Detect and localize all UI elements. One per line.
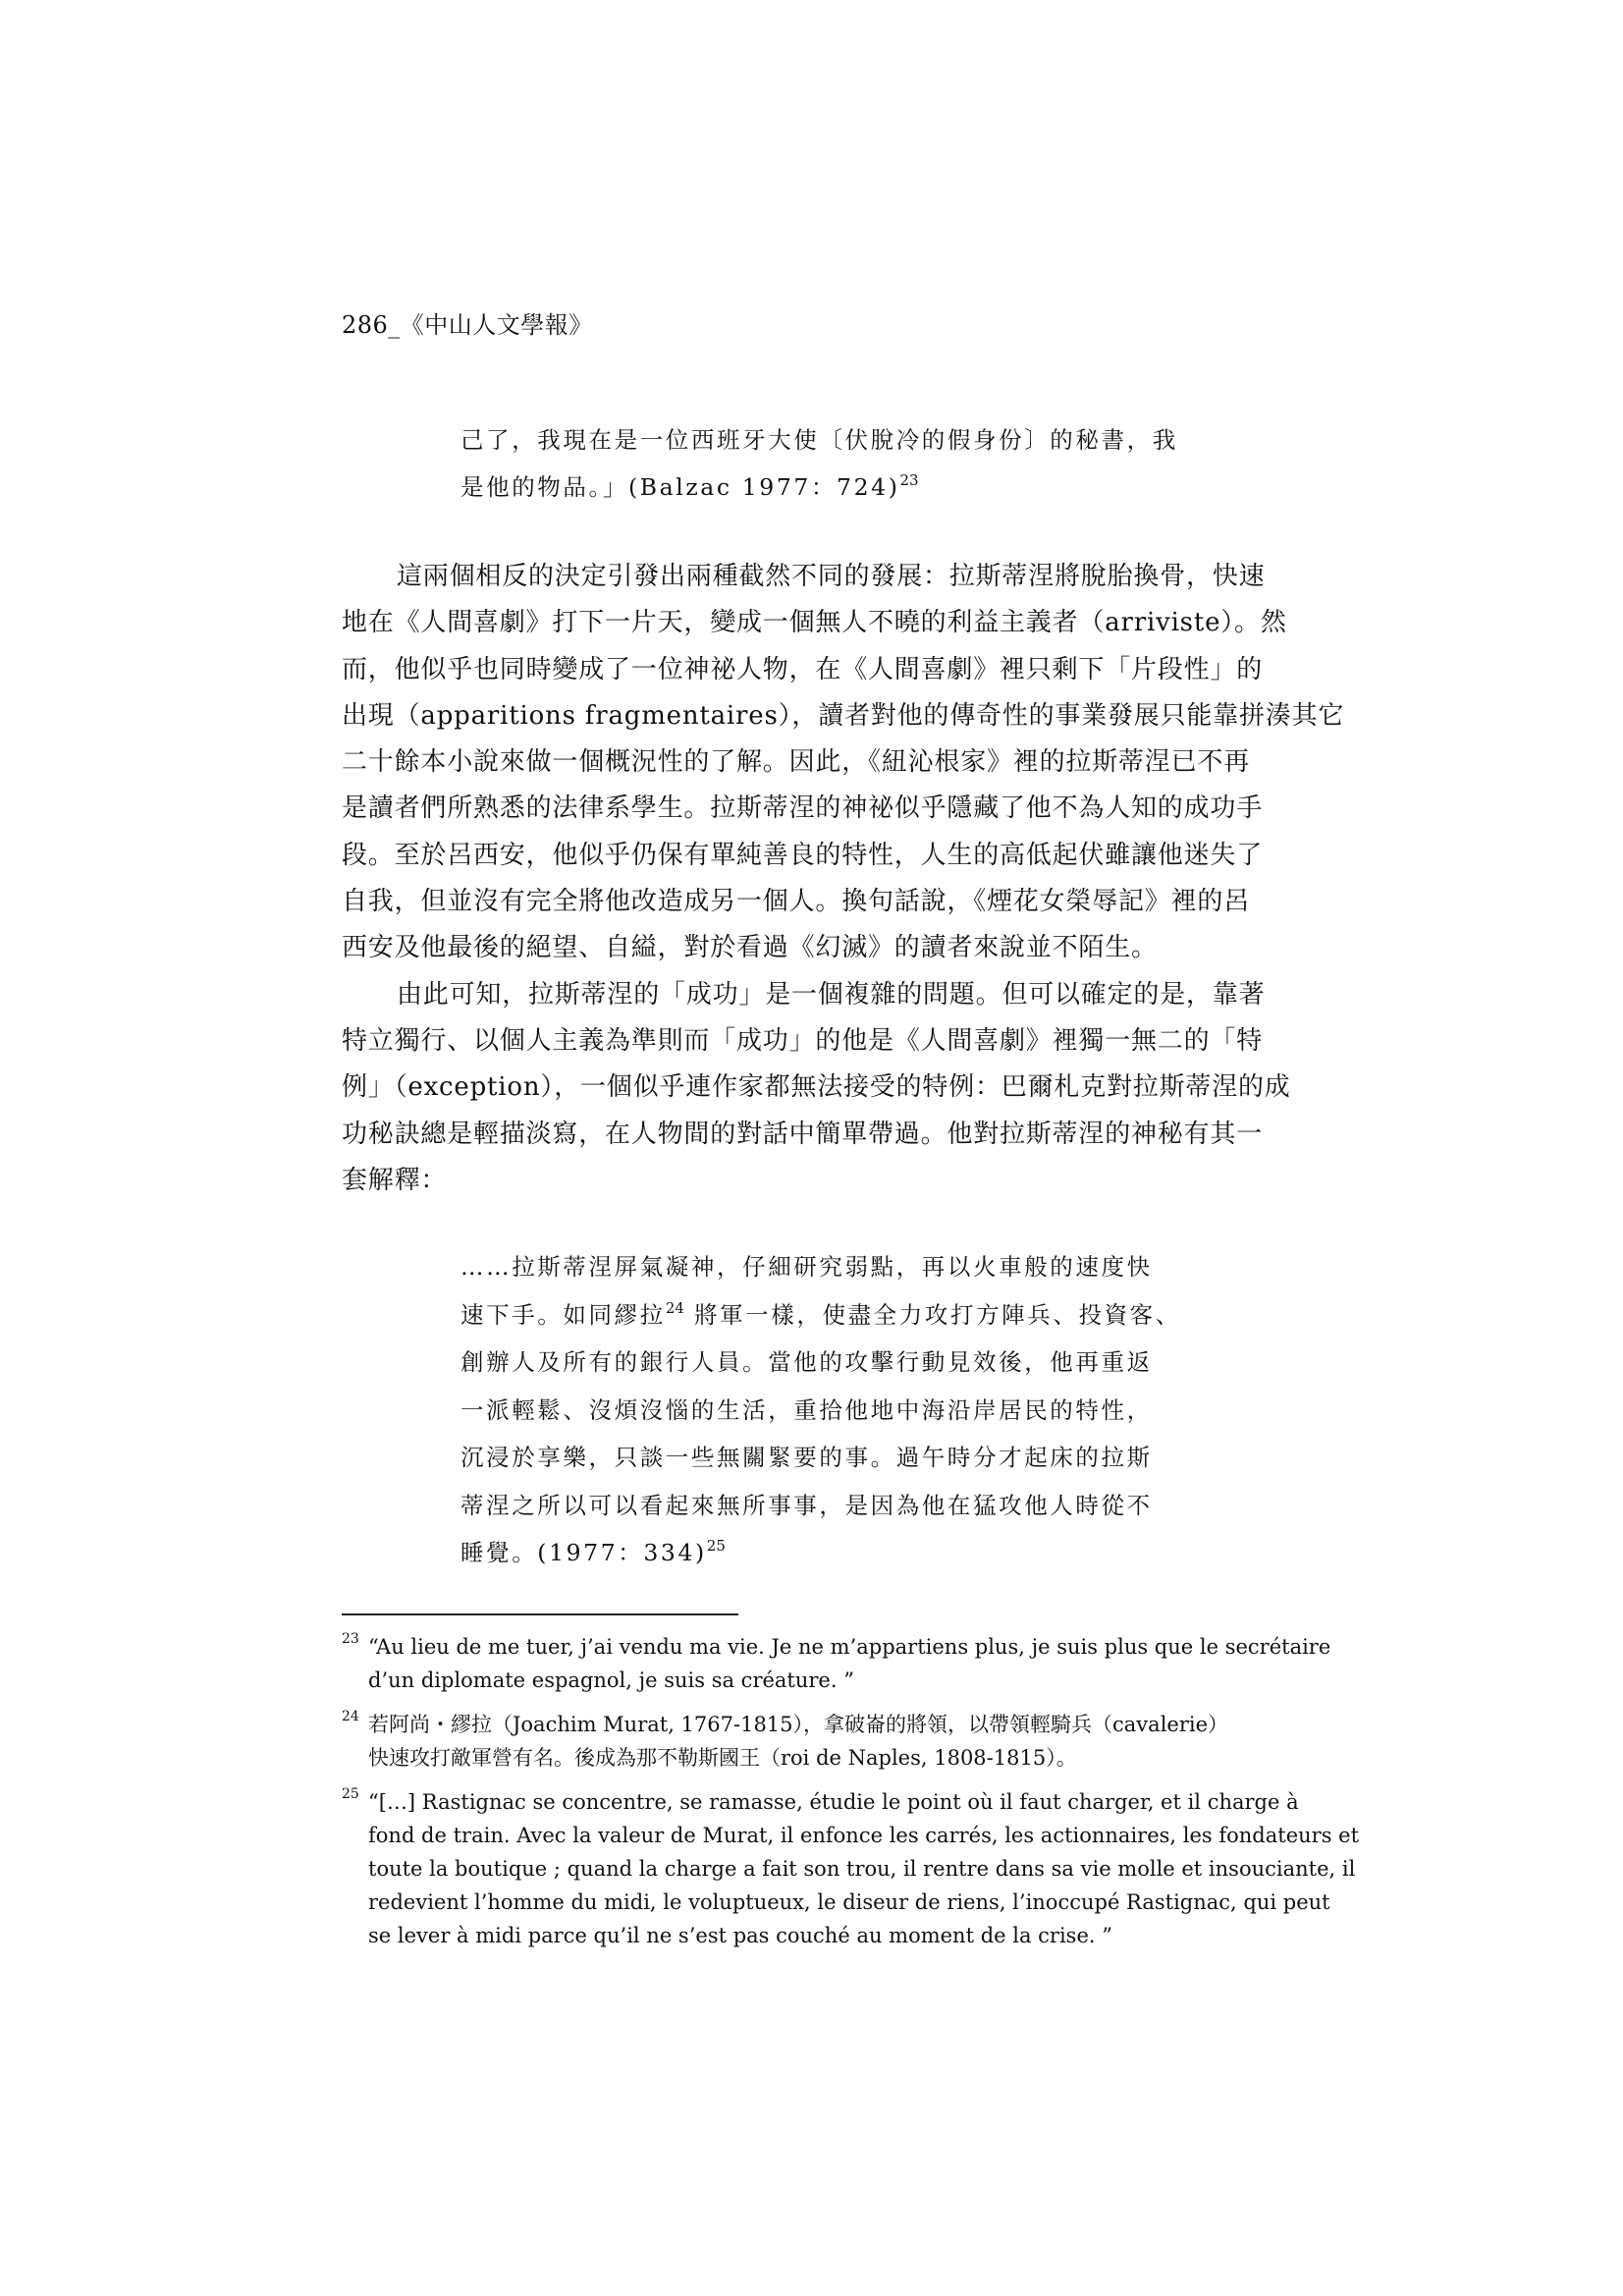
block-quote-top xyxy=(460,416,1226,511)
quote-text: 速下手。如同繆拉 xyxy=(460,1300,666,1329)
footnote-24 xyxy=(342,1708,1292,1775)
paragraph-line: 套解釋： xyxy=(342,1165,448,1195)
quote-line: 沉浸於享樂，只談一些無關緊要的事。過午時分才起床的拉斯 xyxy=(460,1444,1153,1471)
footnote-23 xyxy=(342,1630,1331,1697)
footnote-ref-23[interactable]: 23 xyxy=(899,471,919,489)
paragraph-line: 特立獨行、以個人主義為準則而「成功」的他是《人間喜劇》裡獨一無二的「特 xyxy=(342,1025,1264,1056)
footnote-ref-24[interactable]: 24 xyxy=(665,1298,684,1317)
quote-line xyxy=(460,1291,1226,1339)
quote-text: 是他的物品。」(Balzac 1977：724) xyxy=(460,473,900,501)
quote-text: 將軍一樣，使盡全力攻打方陣兵、投資客、 xyxy=(683,1300,1181,1329)
footnote-rule xyxy=(342,1613,738,1615)
body-text xyxy=(342,554,1345,1204)
quote-line: 蒂涅之所以可以看起來無所事事，是因為他在猛攻他人時從不 xyxy=(460,1491,1153,1519)
footnote-text: 若阿尚・繆拉（Joachim Murat, 1767-1815），拿破崙的將領，以帶領輕騎兵（cavalerie） xyxy=(368,1713,1229,1736)
paragraph-line: 二十餘本小說來做一個概況性的了解。因此，《紐沁根家》裡的拉斯蒂涅已不再 xyxy=(342,747,1251,778)
footnote-line: 快速攻打敵軍營有名。後成為那不勒斯國王（roi de Naples, 1808-1815）。 xyxy=(368,1746,1077,1770)
quote-line: ……拉斯蒂涅屏氣凝神，仔細研究弱點，再以火車般的速度快 xyxy=(460,1253,1153,1281)
footnote-line: se lever à midi parce qu’il ne s’est pas couché au moment de la crise. ” xyxy=(368,1924,1112,1947)
paragraph-line: 出現（apparitions fragmentaires），讀者對他的傳奇性的事業發展只能靠拼湊其它 xyxy=(342,700,1345,731)
paragraph-line: 功秘訣總是輕描淡寫，在人物間的對話中簡單帶過。他對拉斯蒂涅的神秘有其一 xyxy=(342,1119,1264,1149)
footnote-number: 25 xyxy=(342,1786,359,1802)
quote-text: 睡覺。(1977：334) xyxy=(460,1539,707,1566)
footnotes xyxy=(342,1630,1360,1963)
paragraph-line: 地在《人間喜劇》打下一片天，變成一個無人不曉的利益主義者（arriviste）。然 xyxy=(342,608,1287,638)
quote-line: 己了，我現在是一位西班牙大使〔伏脫冷的假身份〕的秘書，我 xyxy=(460,426,1178,454)
footnote-line xyxy=(342,1708,1292,1741)
quote-line xyxy=(460,464,1226,511)
quote-line: 一派輕鬆、沒煩沒惱的生活，重拾他地中海沿岸居民的特性， xyxy=(460,1395,1153,1424)
footnote-line: fond de train. Avec la valeur de Murat, il enfonce les carrés, les actionnaires, les fondateurs et xyxy=(368,1824,1360,1847)
footnote-line xyxy=(342,1785,1299,1819)
paragraph-line: 段。至於呂西安，他似乎仍保有單純善良的特性，人生的高低起伏雖讓他迷失了 xyxy=(342,840,1264,870)
paragraph-line: 例」（exception），一個似乎連作家都無法接受的特例：巴爾札克對拉斯蒂涅的成 xyxy=(342,1072,1291,1103)
footnote-text: “Au lieu de me tuer, j’ai vendu ma vie. Je ne m’appartiens plus, je suis plus que le secrétaire xyxy=(368,1635,1331,1659)
footnote-line: d’un diplomate espagnol, je suis sa créature. ” xyxy=(368,1668,854,1692)
running-head: 286_《中山人文學報》 xyxy=(342,311,593,339)
quote-line: 創辦人及所有的銀行人員。當他的攻擊行動見效後，他再重返 xyxy=(460,1348,1153,1376)
paragraph-line: 自我，但並沒有完全將他改造成另一個人。換句話說，《煙花女榮辱記》裡的呂 xyxy=(342,887,1251,917)
footnote-number: 23 xyxy=(342,1631,359,1647)
block-quote-mid xyxy=(460,1243,1226,1577)
paragraph-line: 而，他似乎也同時變成了一位神祕人物，在《人間喜劇》裡只剩下「片段性」的 xyxy=(342,654,1264,684)
footnote-25 xyxy=(342,1785,1360,1952)
footnote-number: 24 xyxy=(342,1709,359,1724)
paragraph-line: 這兩個相反的決定引發出兩種截然不同的發展：拉斯蒂涅將脫胎換骨，快速 xyxy=(397,562,1266,591)
footnote-text: “[…] Rastignac se concentre, se ramasse, étudie le point où il faut charger, et il charge à xyxy=(368,1790,1299,1814)
paragraph-line: 西安及他最後的絕望、自縊，對於看過《幻滅》的讀者來說並不陌生。 xyxy=(342,933,1158,963)
paragraph-line: 是讀者們所熟悉的法律系學生。拉斯蒂涅的神祕似乎隱藏了他不為人知的成功手 xyxy=(342,793,1264,824)
footnote-ref-25[interactable]: 25 xyxy=(706,1537,726,1555)
quote-line xyxy=(460,1529,1226,1577)
footnote-line: redevient l’homme du midi, le voluptueux, le diseur de riens, l’inoccupé Rastignac, qui peut xyxy=(368,1890,1330,1914)
footnote-line: toute la boutique ; quand la charge a fait son trou, il rentre dans sa vie molle et insouciante, il xyxy=(368,1857,1356,1881)
footnote-line xyxy=(342,1630,1331,1664)
paragraph-line: 由此可知，拉斯蒂涅的「成功」是一個複雜的問題。但可以確定的是，靠著 xyxy=(397,979,1266,1010)
